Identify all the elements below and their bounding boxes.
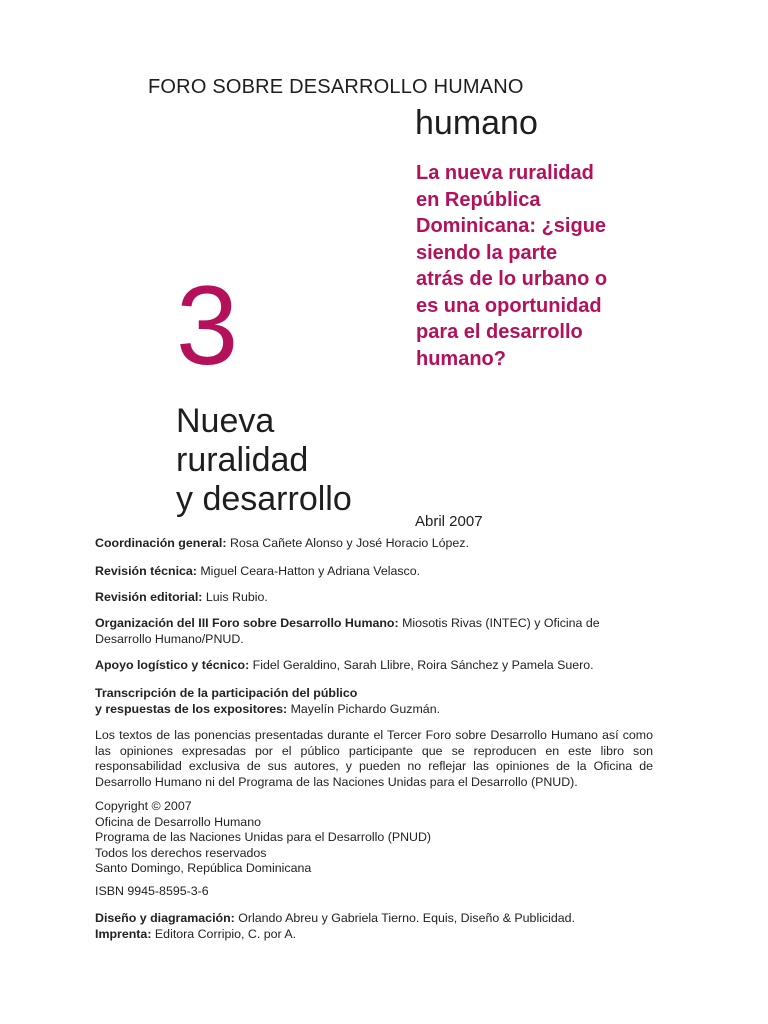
book-title bbox=[176, 402, 352, 519]
forum-title: FORO SOBRE DESARROLLO HUMANO bbox=[148, 76, 524, 98]
copyright-line: Copyright © 2007 bbox=[95, 799, 192, 813]
credit-label: Revisión editorial: bbox=[95, 590, 203, 604]
subtitle-line: siendo la parte bbox=[416, 241, 558, 264]
credit-value: Mayelín Pichardo Guzmán. bbox=[287, 701, 441, 716]
credit-label: Diseño y diagramación: bbox=[95, 911, 235, 925]
book-title-line: ruralidad bbox=[176, 441, 309, 479]
subtitle-line: atrás de lo urbano o bbox=[416, 268, 608, 290]
credit-label: Imprenta: bbox=[95, 926, 152, 941]
isbn: ISBN 9945-8595-3-6 bbox=[95, 884, 209, 898]
subtitle-line: Dominicana: ¿sigue bbox=[416, 215, 607, 237]
publication-date: Abril 2007 bbox=[415, 513, 483, 530]
credit-editorial-review bbox=[95, 590, 653, 606]
credit-logistics bbox=[95, 658, 653, 674]
credit-label: y respuestas de los expositores: bbox=[95, 701, 288, 716]
credit-value: Editora Corripio, C. por A. bbox=[151, 926, 297, 941]
credit-design bbox=[95, 911, 653, 927]
credit-value: Miosotis Rivas (INTEC) y Oficina de Desarrollo Humano/PNUD. bbox=[95, 616, 600, 646]
copyright-line: Oficina de Desarrollo Humano bbox=[95, 814, 261, 829]
credit-label: Transcripción de la participación del público bbox=[95, 686, 358, 700]
credit-value: Rosa Cañete Alonso y José Horacio López. bbox=[226, 536, 469, 550]
header-word: humano bbox=[415, 104, 538, 142]
credit-label: Revisión técnica: bbox=[95, 564, 197, 578]
credit-label: Apoyo logístico y técnico: bbox=[95, 658, 250, 672]
credit-value: Fidel Geraldino, Sarah Llibre, Roira Sánchez y Pamela Suero. bbox=[249, 658, 594, 672]
credit-printing bbox=[95, 927, 653, 943]
copyright-block bbox=[95, 799, 653, 877]
volume-number: 3 bbox=[176, 263, 239, 388]
subtitle-line: La nueva ruralidad bbox=[416, 162, 594, 184]
credit-value: Luis Rubio. bbox=[202, 590, 268, 604]
credit-organization bbox=[95, 616, 653, 647]
subtitle bbox=[416, 160, 666, 372]
copyright-line: Programa de las Naciones Unidas para el Desarrollo (PNUD) bbox=[95, 830, 432, 844]
production-credits bbox=[95, 911, 653, 942]
credit-value: Orlando Abreu y Gabriela Tierno. Equis, Diseño & Publicidad. bbox=[234, 911, 576, 925]
credit-label: Organización del III Foro sobre Desarrollo Humano: bbox=[95, 616, 399, 630]
disclaimer-paragraph: Los textos de las ponencias presentadas durante el Tercer Foro sobre Desarrollo Humano así como las opiniones expresadas por el público participante que se reproducen en este libro son responsabilidad exclusiva de sus autores, y pueden no reflejar las opiniones de la Oficina de Desarrollo Humano ni del Programa de las Naciones Unidas para el Desarrollo (PNUD). bbox=[95, 728, 653, 789]
credit-label: Coordinación general: bbox=[95, 536, 227, 550]
subtitle-line: para el desarrollo bbox=[416, 321, 583, 343]
copyright-line: Santo Domingo, República Dominicana bbox=[95, 861, 312, 875]
credit-coordination bbox=[95, 536, 653, 552]
credit-label-line bbox=[95, 702, 653, 718]
book-title-line: Nueva bbox=[176, 402, 275, 440]
credit-transcription bbox=[95, 686, 653, 717]
copyright-line: Todos los derechos reservados bbox=[95, 845, 267, 860]
subtitle-line: humano? bbox=[416, 347, 506, 370]
book-title-line: y desarrollo bbox=[176, 480, 352, 518]
credit-label-line bbox=[95, 686, 653, 702]
subtitle-line: en República bbox=[416, 188, 541, 211]
credit-technical-review bbox=[95, 564, 653, 580]
subtitle-line: es una oportunidad bbox=[416, 294, 602, 317]
credit-value: Miguel Ceara-Hatton y Adriana Velasco. bbox=[196, 564, 421, 578]
